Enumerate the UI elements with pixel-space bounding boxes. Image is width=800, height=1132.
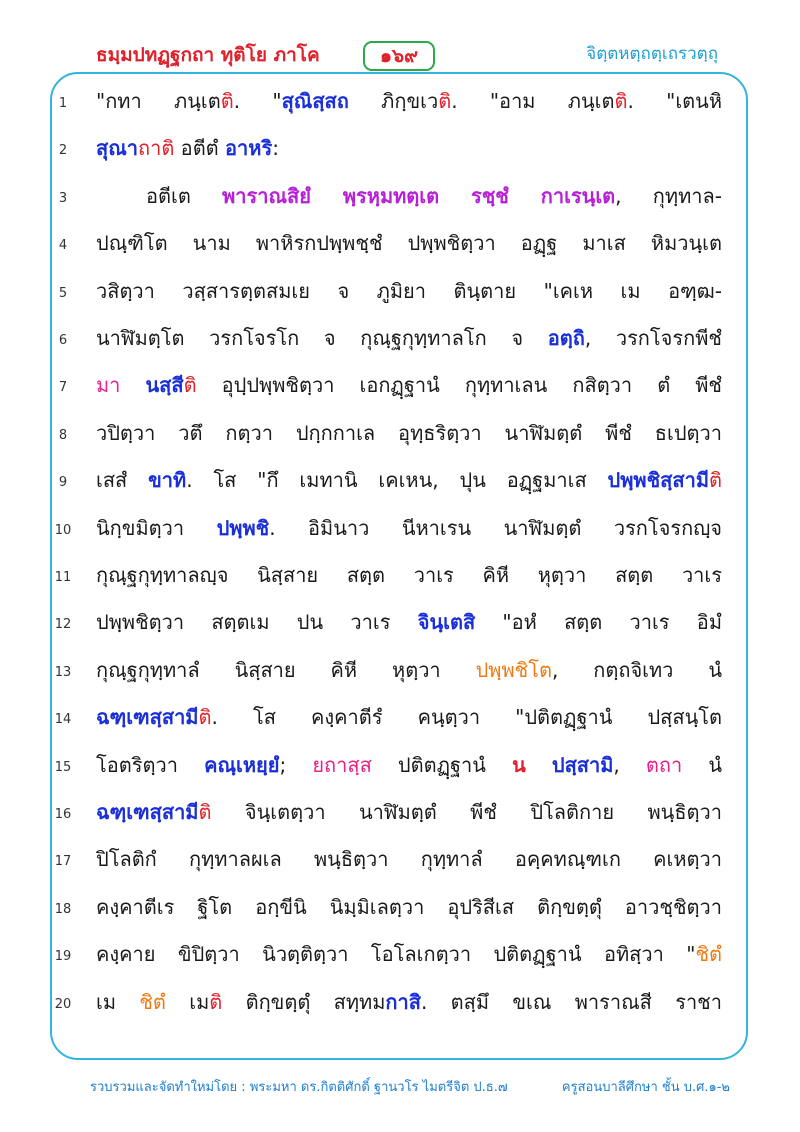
- line-number: 12: [54, 617, 72, 633]
- highlighted-word: ชิตํ: [695, 942, 722, 967]
- text-line: [0, 886, 800, 934]
- text-segment: เสสํ: [96, 468, 149, 493]
- text-line: [0, 554, 800, 602]
- line-text: [96, 653, 722, 687]
- text-segment: อุปฺปพฺพชิตฺวา เอกฏฺฐานํ กุทฺทาเลน กสิตฺวา ตํ พีชํ: [196, 373, 722, 398]
- line-text: [96, 700, 722, 734]
- highlighted-word: ปพฺพชิ: [216, 515, 270, 540]
- page-number-badge: ๑๖๙: [363, 41, 435, 71]
- text-segment: . อิมินาว นีหาเรน นาฬิมตฺตํ วรกโจรกญฺจ: [269, 515, 722, 540]
- line-number: 11: [54, 570, 72, 585]
- text-segment: [120, 373, 145, 397]
- highlighted-word: ตถา: [645, 752, 683, 777]
- line-text: [96, 274, 722, 308]
- line-text: [96, 937, 722, 971]
- highlighted-word: ปพฺพชิสฺสามี: [607, 468, 709, 493]
- line-text: [96, 795, 722, 829]
- line-number: 2: [58, 143, 68, 159]
- text-segment: . โส คงฺคาตีรํ คนฺตฺวา "ปติตฏฺฐานํ ปสฺสนฺโต: [211, 705, 722, 730]
- text-segment: ปพฺพชิตฺวา สตฺตเม ปน วาเร: [96, 610, 418, 635]
- highlighted-word: ขาทิ: [148, 468, 187, 493]
- text-segment: ;: [279, 752, 313, 777]
- running-header-story-title: จิตฺตหตฺถตฺเถรวตฺถุ: [586, 44, 718, 64]
- line-text: [96, 321, 722, 355]
- text-segment: กุณฺฐกุทฺทาลญฺจ นิสฺสาย สตฺต วาเร คิหี หุตฺวา สตฺต วาเร: [96, 563, 722, 587]
- highlighted-word: ฉฑฺเฑสฺสามี: [96, 800, 199, 824]
- text-line: [0, 933, 800, 981]
- text-line: [0, 981, 800, 1029]
- running-header-title: ธมฺมปทฏฺฐกถา ทุติโย ภาโค: [96, 44, 320, 66]
- text-segment: ปิโลติกํ กุทฺทาลผเล พนฺธิตฺวา กุทฺทาลํ อคฺคทณฺฑเก คเหตฺวา: [96, 847, 722, 872]
- text-segment: , กุทฺทาล-: [615, 183, 722, 208]
- text-segment: . โส "กึ เมทานิ เคเหน, ปุน อฏฺฐมาเส: [186, 468, 608, 493]
- text-segment: กุณฺฐกุทฺทาลํ นิสฺสาย คิหี หุตฺวา: [96, 657, 476, 682]
- text-segment: ปณฺฑิโต นาม พาหิรกปพฺพชฺชํ ปพฺพชิตฺวา อฏฺฐ มาเส หิมวนฺเต: [96, 231, 722, 256]
- text-segment: วปิตฺวา วตึ กตฺวา ปกฺกกาเล อุทฺธริตฺวา นาฬิมตฺตํ พีชํ ธเปตฺวา: [96, 420, 722, 445]
- line-number: 20: [54, 996, 72, 1012]
- highlighted-word: คณฺเหยฺยํ: [204, 752, 280, 777]
- line-text: [96, 890, 722, 924]
- text-segment: [526, 753, 552, 777]
- line-number: 4: [58, 238, 68, 254]
- highlighted-word: น: [512, 752, 526, 777]
- line-number: 16: [54, 807, 72, 822]
- text-line: [0, 175, 800, 223]
- text-segment: . ตสฺมึ ขเณ พาราณสี ราชา: [420, 989, 722, 1014]
- text-line: [0, 127, 800, 175]
- highlighted-word: ติ: [438, 89, 452, 113]
- line-text: [96, 605, 722, 639]
- text-segment: "กทา ภนฺเต: [96, 89, 221, 113]
- text-line: [0, 317, 800, 365]
- text-segment: , กตฺถจิเทว นํ: [551, 657, 722, 682]
- text-segment: . "เตนหิ: [627, 89, 723, 113]
- text-segment: , วรกโจรกพีชํ: [584, 326, 722, 350]
- text-segment: "อหํ สตฺต วาเร อิมํ: [475, 610, 722, 635]
- highlighted-word: ปพฺพชิโต: [475, 657, 552, 682]
- line-number: 15: [54, 759, 72, 775]
- text-segment: :: [272, 136, 279, 161]
- text-line: [0, 696, 800, 744]
- line-text: [96, 131, 722, 165]
- highlighted-word: นสฺสี: [145, 373, 184, 398]
- highlighted-word: อาหริ: [225, 136, 273, 161]
- text-segment: โอตริตฺวา: [96, 752, 205, 777]
- text-segment: คงฺคาตีเร ฐิโต อกฺขีนิ นิมฺมิเลตฺวา อุปริสีเส ติกฺขตฺตุํ อาวชฺชิตฺวา: [96, 894, 722, 919]
- highlighted-word: พาราณสิยํ พฺรหฺมทตฺเต รชฺชํ กาเรนฺเต: [222, 183, 616, 208]
- text-line: [0, 601, 800, 649]
- line-text: [96, 511, 722, 545]
- text-segment: อตีเต: [146, 183, 223, 208]
- highlighted-word: ปสฺสามิ: [551, 752, 614, 777]
- line-number: 3: [58, 190, 68, 206]
- highlighted-word: ติ: [198, 800, 212, 824]
- line-number: 7: [58, 380, 68, 396]
- footer: [90, 1076, 730, 1097]
- footer-credit: รวบรวมและจัดทำใหม่โดย : พระมหา ดร.กิตติศักดิ์ ฐานวโร ไมตรีจิต ป.ธ.๗: [90, 1080, 508, 1095]
- line-text: [96, 368, 722, 402]
- highlighted-word: จินฺเตสิ: [417, 610, 476, 635]
- text-segment: อตีตํ: [174, 136, 226, 161]
- text-segment: เม: [165, 989, 210, 1014]
- line-number: 13: [54, 664, 72, 680]
- text-segment: เม: [96, 989, 140, 1014]
- text-segment: นิกฺขมิตฺวา: [96, 515, 217, 540]
- text-segment: จินฺเตตฺวา นาฬิมตฺตํ พีชํ ปิโลติกาย พนฺธิตฺวา: [211, 800, 722, 824]
- line-number: 5: [58, 285, 68, 301]
- line-text: [146, 179, 722, 213]
- highlighted-word: ถาติ: [138, 136, 175, 161]
- highlighted-word: สุณา: [96, 136, 138, 161]
- highlighted-word: ติ: [183, 373, 197, 398]
- line-text: [96, 748, 722, 782]
- footer-course: ครูสอนบาลีศึกษา ชั้น บ.ศ.๑-๒: [561, 1080, 730, 1095]
- highlighted-word: กาสิ: [385, 989, 421, 1014]
- text-segment: นาฬิมตฺโต วรกโจรโก จ กุณฺฐกุทฺทาลโก จ: [96, 326, 548, 350]
- text-line: [0, 412, 800, 460]
- text-line: [0, 744, 800, 792]
- line-number: 1: [58, 96, 68, 111]
- text-line: [0, 459, 800, 507]
- text-segment: ติกฺขตฺตุํ สทฺทม: [222, 989, 386, 1014]
- highlighted-word: ติ: [209, 989, 223, 1014]
- highlighted-word: ยถาสฺส: [312, 752, 372, 777]
- line-number: 6: [58, 333, 68, 348]
- text-line: [0, 364, 800, 412]
- line-number: 8: [58, 427, 68, 443]
- highlighted-word: ฉฑฺเฑสฺสามี: [96, 705, 199, 730]
- text-line: [0, 507, 800, 555]
- text-segment: ปติตฏฺฐานํ: [371, 752, 513, 777]
- line-number: 9: [58, 475, 68, 491]
- text-line: [0, 80, 800, 128]
- highlighted-word: ติ: [198, 705, 212, 730]
- text-line: [0, 838, 800, 886]
- highlighted-word: ติ: [220, 89, 234, 113]
- line-text: [96, 842, 722, 876]
- text-line: [0, 649, 800, 697]
- text-segment: ,: [613, 752, 646, 777]
- text-segment: . ": [233, 89, 282, 113]
- highlighted-word: อตฺถิ: [547, 326, 585, 350]
- text-segment: ภิกฺขเว: [348, 89, 439, 113]
- text-line: [0, 270, 800, 318]
- line-text: [96, 463, 722, 497]
- text-segment: นํ: [682, 752, 723, 777]
- highlighted-word: ติ: [614, 89, 628, 113]
- line-text: [96, 84, 722, 118]
- line-text: [96, 558, 722, 592]
- line-number: 17: [54, 854, 72, 870]
- highlighted-word: มา: [96, 373, 121, 398]
- highlighted-word: สุณิสฺสถ: [281, 89, 349, 113]
- text-line: [0, 791, 800, 839]
- text-segment: คงฺคาย ขิปิตฺวา นิวตฺติตฺวา โอโลเกตฺวา ปติตฏฺฐานํ อทิสฺวา ": [96, 942, 696, 967]
- highlighted-word: ชิตํ: [139, 989, 166, 1014]
- line-text: [96, 416, 722, 450]
- line-number: 14: [54, 712, 72, 728]
- line-number: 18: [54, 901, 72, 917]
- line-number: 19: [54, 949, 72, 965]
- highlighted-word: ติ: [709, 468, 722, 493]
- text-segment: . "อาม ภนฺเต: [451, 89, 615, 113]
- line-text: [96, 226, 722, 260]
- line-number: 10: [54, 522, 72, 538]
- text-segment: วสิตฺวา วสฺสารตฺตสมเย จ ภูมิยา ตินฺตาย "เคเห เม อฑฺฒ-: [96, 278, 722, 303]
- text-line: [0, 222, 800, 270]
- line-text: [96, 985, 722, 1019]
